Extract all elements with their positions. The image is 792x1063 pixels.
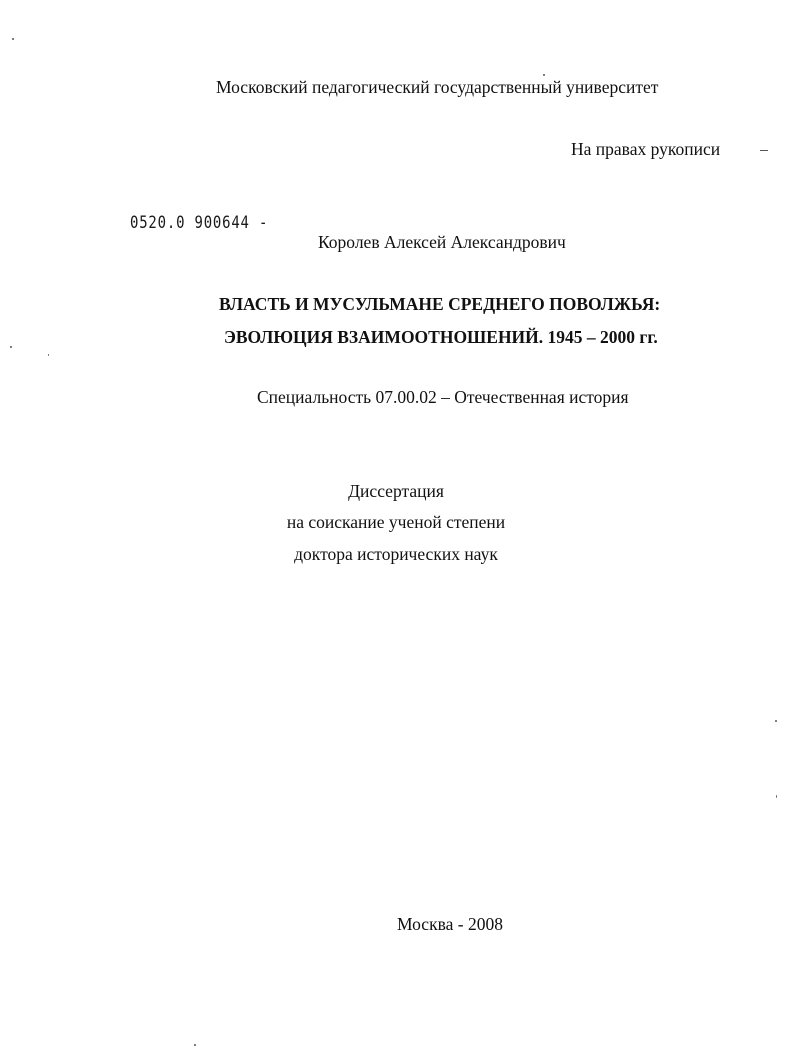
specialty: Специальность 07.00.02 – Отечественная история: [257, 387, 629, 407]
manuscript-rights-note: На правах рукописи: [571, 139, 721, 159]
scan-speck: [776, 795, 777, 798]
scan-speck: [12, 38, 14, 40]
place-and-year: Москва - 2008: [397, 914, 503, 934]
scan-speck: [543, 74, 545, 76]
degree-line-1: Диссертация: [348, 481, 444, 501]
title-line-1: ВЛАСТЬ И МУСУЛЬМАНЕ СРЕДНЕГО ПОВОЛЖЬЯ:: [219, 294, 661, 314]
university-name: Московский педагогический государственный университет: [216, 77, 659, 97]
title-line-2: ЭВОЛЮЦИЯ ВЗАИМООТНОШЕНИЙ. 1945 – 2000 гг.: [224, 327, 658, 347]
scan-speck: [194, 1044, 196, 1046]
scan-speck: [10, 346, 12, 348]
scan-speck: [48, 354, 49, 356]
degree-line-2: на соискание ученой степени: [286, 512, 506, 532]
scan-speck: [760, 150, 768, 151]
library-stamp-number: 0520.0 900644 -: [130, 213, 269, 233]
author-name: Королев Алексей Александрович: [318, 232, 566, 252]
degree-line-3: доктора исторических наук: [294, 544, 498, 564]
scan-speck: [775, 720, 777, 722]
